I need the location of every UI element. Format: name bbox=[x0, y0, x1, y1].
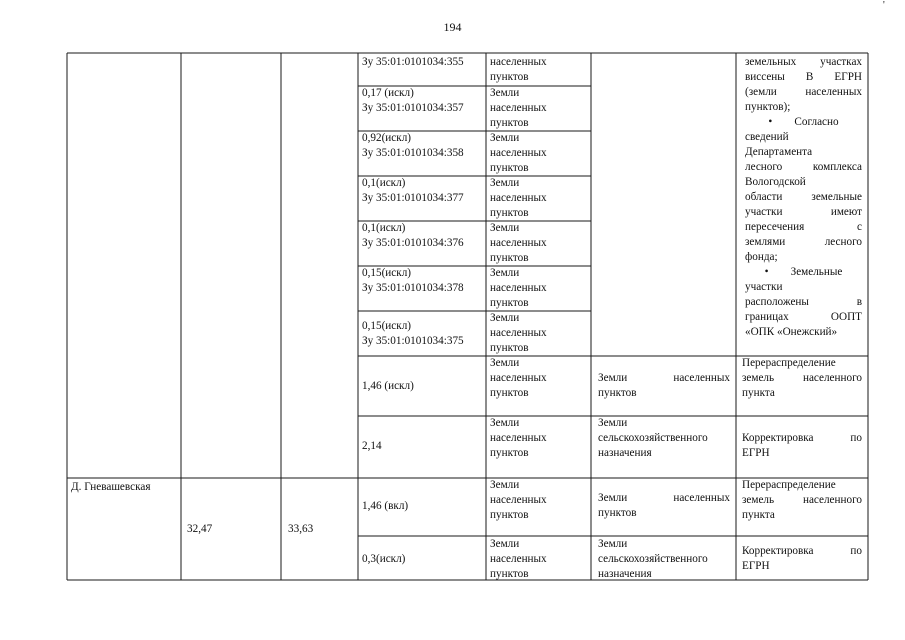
reason-cell: Перераспределение земель населенного пункта bbox=[742, 479, 862, 521]
category-cell: Земли населенных пунктов bbox=[490, 479, 547, 521]
reason-cell: Корректировка по ЕГРН bbox=[742, 432, 862, 459]
page-number: 194 bbox=[443, 20, 462, 34]
area-cell: 0,1(искл) Зу 35:01:0101034:377 bbox=[362, 177, 464, 204]
new-category-cell: Земли сельскохозяйственного назначения bbox=[598, 417, 708, 459]
area-cell: 0,15(искл) Зу 35:01:0101034:375 bbox=[362, 320, 464, 347]
area-cell: 0,1(искл) Зу 35:01:0101034:376 bbox=[362, 222, 464, 249]
area-cell: Зу 35:01:0101034:355 bbox=[362, 56, 464, 68]
reason-cell: Корректировка по ЕГРН bbox=[742, 545, 862, 572]
reason-cell: Перераспределение земель населенного пункта bbox=[742, 357, 862, 399]
category-cell: Земли населенных пунктов bbox=[490, 357, 547, 399]
category-cell: Земли населенных пунктов bbox=[490, 312, 547, 354]
area-cell: 1,46 (искл) bbox=[362, 380, 414, 392]
notes-cell: земельных участках виссены В ЕГРН (земли населенных пунктов); • Согласно сведений Департамента лесного комплекса Вологодской области земельные участки имеют пересечения с землями лесного фонда; • Земельные участки расположены в границах ООПТ «ОПК «Онежский» bbox=[745, 56, 862, 338]
area-cell: 0,15(искл) Зу 35:01:0101034:378 bbox=[362, 267, 464, 294]
category-cell: Земли населенных пунктов bbox=[490, 267, 547, 309]
area-before: 32,47 bbox=[187, 523, 213, 535]
area-cell: 0,3(искл) bbox=[362, 553, 406, 565]
category-cell: Земли населенных пунктов bbox=[490, 87, 547, 129]
new-category-cell: Земли населенных пунктов bbox=[598, 372, 730, 399]
settlement-name: Д. Гневашевская bbox=[71, 481, 151, 493]
category-cell: населенных пунктов bbox=[490, 56, 547, 83]
category-cell: Земли населенных пунктов bbox=[490, 538, 547, 580]
bullet-icon: • bbox=[768, 116, 773, 128]
area-after: 33,63 bbox=[288, 523, 314, 535]
category-cell: Земли населенных пунктов bbox=[490, 132, 547, 174]
new-category-cell: Земли населенных пунктов bbox=[598, 492, 730, 519]
category-cell: Земли населенных пунктов bbox=[490, 222, 547, 264]
bullet-icon: • bbox=[764, 266, 769, 278]
new-category-cell: Земли сельскохозяйственного назначения bbox=[598, 538, 708, 580]
area-cell: 0,92(искл) Зу 35:01:0101034:358 bbox=[362, 132, 464, 159]
area-cell: 1,46 (вкл) bbox=[362, 500, 409, 512]
category-cell: Земли населенных пунктов bbox=[490, 177, 547, 219]
corner-mark: ' bbox=[883, 0, 885, 11]
area-cell: 2,14 bbox=[362, 440, 382, 452]
category-cell: Земли населенных пунктов bbox=[490, 417, 547, 459]
area-cell: 0,17 (искл) Зу 35:01:0101034:357 bbox=[362, 87, 464, 114]
